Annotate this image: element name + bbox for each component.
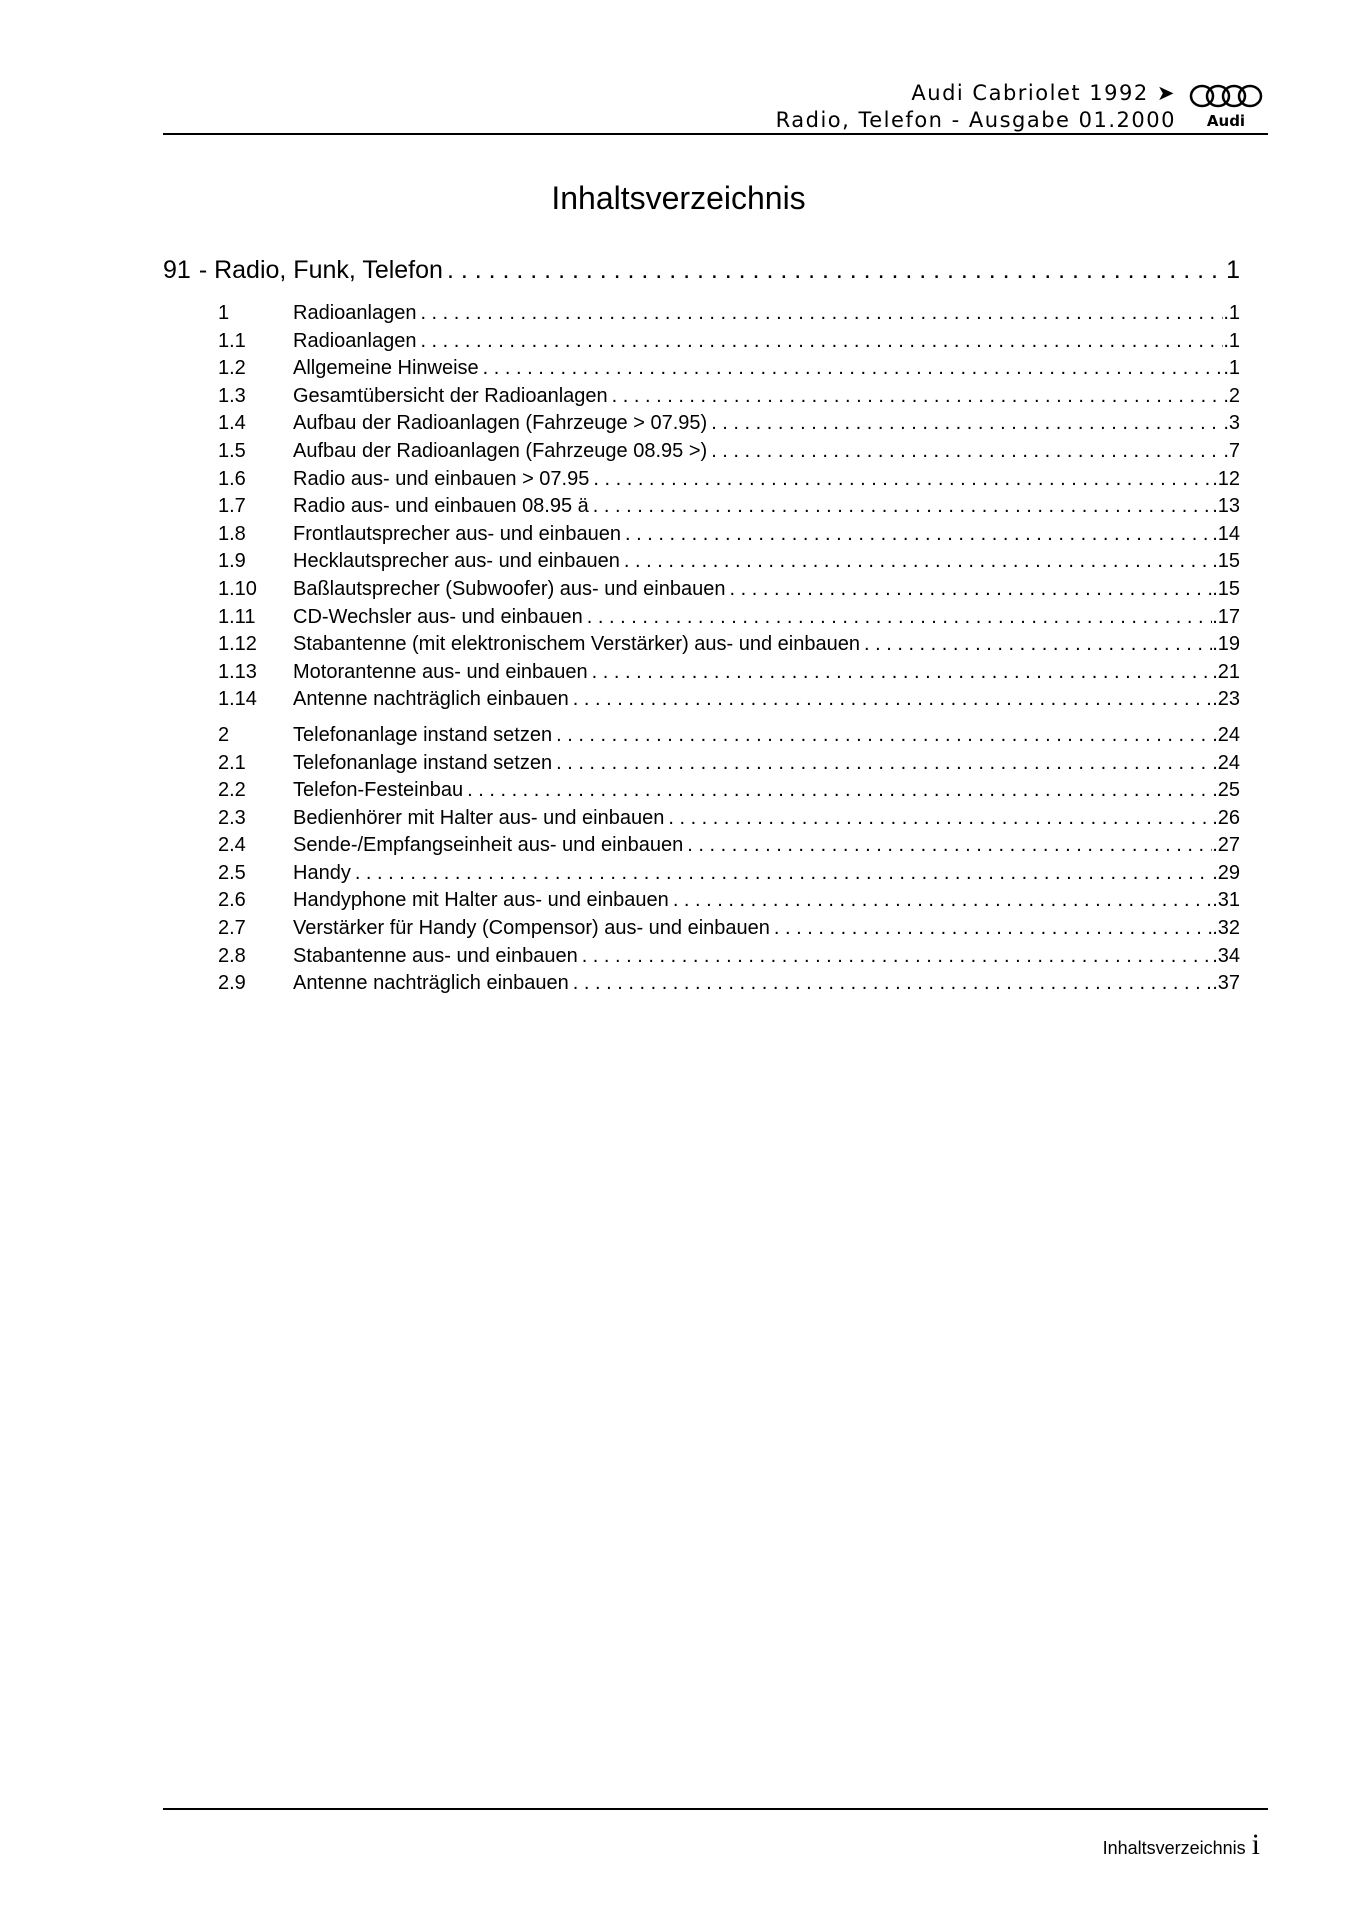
dot-leader — [669, 887, 1212, 915]
entry-number: 1.11 — [218, 605, 256, 628]
page-title: Inhaltsverzeichnis — [551, 180, 806, 216]
toc-section-heading[interactable] — [218, 300, 1240, 328]
header-rule — [163, 133, 1268, 135]
toc-entry[interactable] — [218, 777, 1240, 805]
toc-entry[interactable] — [218, 521, 1240, 549]
entry-title: Handyphone mit Halter aus- und einbauen — [293, 889, 669, 912]
toc-section-heading[interactable] — [218, 722, 1240, 750]
entry-page: .25 — [1212, 779, 1240, 802]
entry-page: .31 — [1212, 889, 1240, 912]
dot-leader — [583, 604, 1212, 632]
dot-leader — [443, 256, 1226, 285]
toc-entry[interactable] — [218, 328, 1240, 356]
toc-entry[interactable] — [218, 576, 1240, 604]
entry-page: .37 — [1212, 972, 1240, 995]
entry-page: .34 — [1212, 944, 1240, 967]
dot-leader — [707, 438, 1223, 466]
toc-entry[interactable] — [218, 970, 1240, 998]
toc-sections — [163, 300, 1240, 998]
page-footer — [1103, 1828, 1260, 1862]
entry-title: Gesamtübersicht der Radioanlagen — [293, 384, 608, 407]
dot-leader — [569, 686, 1212, 714]
dot-leader — [589, 466, 1212, 494]
entry-title: Aufbau der Radioanlagen (Fahrzeuge 08.95 >) — [293, 439, 708, 462]
entry-number: 1.7 — [218, 495, 246, 518]
toc-section-group — [163, 300, 1240, 714]
entry-number: 1.13 — [218, 660, 257, 683]
header-text — [776, 80, 1176, 134]
toc-section-group — [163, 722, 1240, 998]
entry-title: Verstärker für Handy (Compensor) aus- und einbauen — [293, 917, 770, 940]
dot-leader — [621, 521, 1212, 549]
entry-page: .24 — [1212, 751, 1240, 774]
dot-leader — [552, 722, 1212, 750]
entry-page: .26 — [1212, 806, 1240, 829]
table-of-contents — [163, 256, 1240, 998]
dot-leader — [860, 631, 1212, 659]
entry-title: Radioanlagen — [293, 329, 417, 352]
toc-entry[interactable] — [218, 438, 1240, 466]
entry-number: 2.4 — [218, 834, 246, 857]
entry-page: .2 — [1223, 384, 1240, 407]
toc-entry[interactable] — [218, 355, 1240, 383]
dot-leader — [725, 576, 1212, 604]
entry-title: Antenne nachträglich einbauen — [293, 688, 569, 711]
entry-page: .12 — [1212, 467, 1240, 490]
entry-number: 1.2 — [218, 357, 246, 380]
entry-number: 2.5 — [218, 861, 246, 884]
dot-leader — [479, 355, 1224, 383]
entry-number: 1.14 — [218, 688, 257, 711]
header-line-2: Radio, Telefon - Ausgabe 01.2000 — [775, 108, 1176, 132]
toc-entry[interactable] — [218, 410, 1240, 438]
entry-title: Sende-/Empfangseinheit aus- und einbauen — [293, 834, 684, 857]
dot-leader — [608, 383, 1224, 411]
entry-number: 1.6 — [218, 467, 246, 490]
entry-page: .15 — [1212, 550, 1240, 573]
entry-title: Telefon-Festeinbau — [293, 779, 464, 802]
entry-title: Allgemeine Hinweise — [293, 357, 479, 380]
entry-title: Stabantenne aus- und einbauen — [293, 944, 578, 967]
dot-leader — [620, 548, 1212, 576]
entry-number: 2.3 — [218, 806, 246, 829]
chapter-number: 91 — [163, 256, 191, 284]
dot-leader — [463, 777, 1212, 805]
toc-entry[interactable] — [218, 659, 1240, 687]
entry-page: .27 — [1212, 834, 1240, 857]
toc-entry[interactable] — [218, 915, 1240, 943]
entry-number: 1.12 — [218, 633, 257, 656]
entry-title: Antenne nachträglich einbauen — [293, 972, 569, 995]
entry-number: 2.8 — [218, 944, 246, 967]
dot-leader — [552, 750, 1212, 778]
entry-number: 1.10 — [218, 577, 257, 600]
entry-number: 1.1 — [218, 329, 246, 352]
entry-title: Radioanlagen — [293, 302, 417, 324]
dot-leader — [416, 300, 1223, 328]
entry-title: Radio aus- und einbauen > 07.95 — [293, 467, 590, 490]
dot-leader — [683, 832, 1212, 860]
entry-title: Motorantenne aus- und einbauen — [293, 660, 588, 683]
entry-page: .1 — [1223, 302, 1240, 324]
toc-entry[interactable] — [218, 887, 1240, 915]
entry-page: .32 — [1212, 917, 1240, 940]
entry-title: Stabantenne (mit elektronischem Verstärker) aus- und einbauen — [293, 633, 860, 656]
dot-leader — [578, 943, 1213, 971]
entry-number: 1.5 — [218, 439, 246, 462]
toc-entry[interactable] — [218, 805, 1240, 833]
toc-entry[interactable] — [218, 466, 1240, 494]
entry-number: 2.7 — [218, 917, 246, 940]
entry-page: .23 — [1212, 688, 1240, 711]
footer-label: Inhaltsverzeichnis — [1102, 1838, 1246, 1858]
entry-title: Handy — [293, 861, 351, 884]
entry-page: .14 — [1212, 522, 1240, 545]
dot-leader — [569, 970, 1212, 998]
chapter-title: - Radio, Funk, Telefon — [198, 256, 443, 284]
entry-number: 2.9 — [218, 972, 246, 995]
toc-entry[interactable] — [218, 548, 1240, 576]
entry-number: 1 — [218, 302, 230, 324]
entry-title: Hecklautsprecher aus- und einbauen — [293, 550, 620, 573]
entry-title: CD-Wechsler aus- und einbauen — [293, 605, 583, 628]
toc-entry[interactable] — [218, 383, 1240, 411]
chapter-page: 1 — [1226, 256, 1240, 284]
entry-page: .1 — [1223, 357, 1240, 380]
dot-leader — [588, 659, 1213, 687]
entry-page: .19 — [1212, 633, 1240, 656]
dot-leader — [589, 493, 1212, 521]
toc-entry[interactable] — [218, 750, 1240, 778]
toc-entry[interactable] — [218, 493, 1240, 521]
entry-title: Frontlautsprecher aus- und einbauen — [293, 522, 621, 545]
entry-number: 2.1 — [218, 751, 246, 774]
entry-page: .21 — [1212, 660, 1240, 683]
dot-leader — [707, 410, 1223, 438]
entry-number: 1.8 — [218, 522, 246, 545]
dot-leader — [770, 915, 1212, 943]
footer-rule — [163, 1808, 1268, 1810]
entry-number: 2.2 — [218, 779, 246, 802]
entry-page: .24 — [1212, 723, 1240, 746]
toc-entry[interactable] — [218, 943, 1240, 971]
entry-number: 1.9 — [218, 550, 246, 573]
dot-leader — [351, 860, 1212, 888]
entry-number: 1.3 — [218, 384, 246, 407]
toc-entry[interactable] — [218, 686, 1240, 714]
header-line-1: Audi Cabriolet 1992 ➤ — [911, 81, 1176, 105]
entry-title: Radio aus- und einbauen 08.95 ä — [293, 495, 589, 518]
toc-entry[interactable] — [218, 832, 1240, 860]
entry-number: 1.4 — [218, 412, 246, 435]
audi-logo — [1188, 80, 1264, 132]
entry-page: .13 — [1212, 495, 1240, 518]
entry-page: .17 — [1212, 605, 1240, 628]
entry-title: Telefonanlage instand setzen — [293, 723, 553, 746]
entry-number: 2 — [218, 723, 230, 746]
entry-page: .1 — [1223, 329, 1240, 352]
entry-page: .3 — [1223, 412, 1240, 435]
toc-entry[interactable] — [218, 604, 1240, 632]
entry-page: .29 — [1212, 861, 1240, 884]
dot-leader — [664, 805, 1212, 833]
toc-chapter[interactable] — [163, 256, 1240, 296]
entry-page: .15 — [1212, 577, 1240, 600]
toc-entry[interactable] — [218, 631, 1240, 659]
entry-title: Bedienhörer mit Halter aus- und einbauen — [293, 806, 665, 829]
dot-leader — [416, 328, 1223, 356]
entry-number: 2.6 — [218, 889, 246, 912]
entry-page: .7 — [1223, 439, 1240, 462]
entry-title: Aufbau der Radioanlagen (Fahrzeuge > 07.95) — [293, 412, 708, 435]
entry-title: Telefonanlage instand setzen — [293, 751, 553, 774]
logo-text: Audi — [1206, 112, 1246, 130]
entry-title: Baßlautsprecher (Subwoofer) aus- und einbauen — [293, 577, 726, 600]
footer-page-number: i — [1251, 1828, 1260, 1861]
toc-entry[interactable] — [218, 860, 1240, 888]
